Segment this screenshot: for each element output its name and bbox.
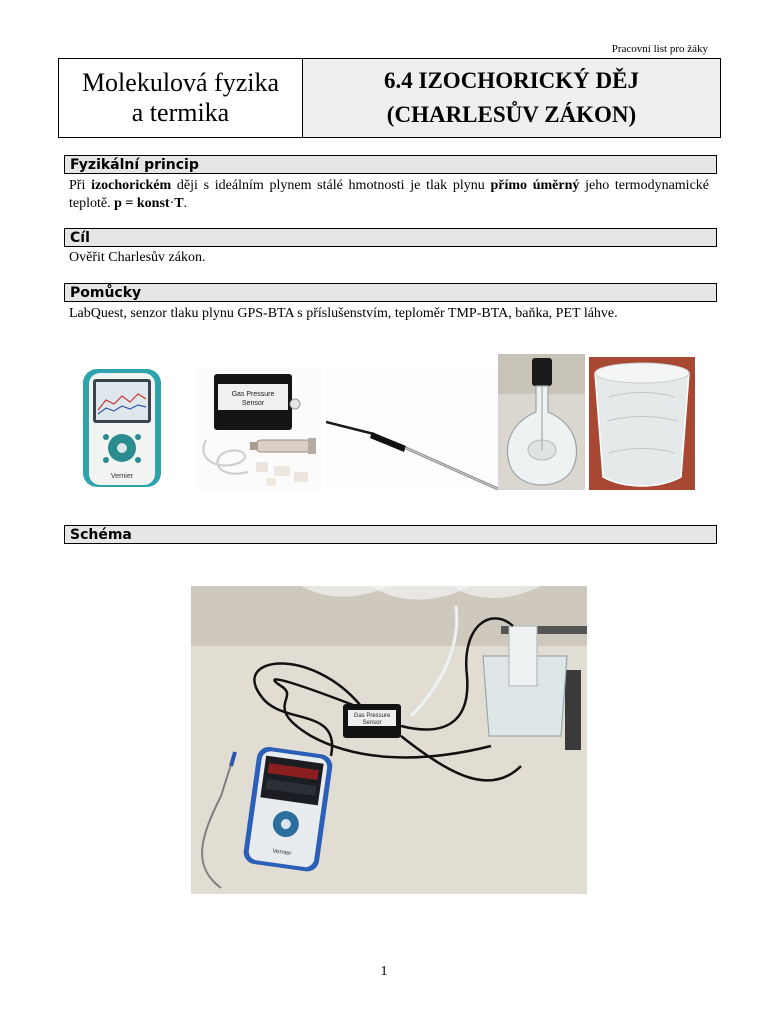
flask-illustration	[498, 354, 585, 490]
page-number: 1	[380, 964, 388, 979]
section-heading-equipment: Pomůcky	[64, 283, 717, 302]
setup-sensor-label-1: Gas Pressure	[353, 713, 391, 719]
goal-text: Ověřit Charlesův zákon.	[69, 250, 206, 265]
labquest-illustration	[80, 366, 166, 490]
formula-part-1: p = konst	[114, 196, 170, 211]
principle-text-end: .	[183, 196, 188, 211]
pet-bottle-illustration	[589, 357, 695, 490]
principle-text	[69, 177, 709, 213]
topic-line-1: 6.4 IZOCHORICKÝ DĚJ	[384, 68, 639, 93]
formula-part-2: T	[174, 196, 184, 211]
subject-line-1: Molekulová fyzika	[81, 68, 280, 97]
sensor-label-line-2: Sensor	[241, 400, 265, 407]
formula-dot: ·	[169, 196, 175, 211]
setup-labquest-brand: Vernier	[272, 848, 292, 858]
topic-cell	[303, 59, 720, 137]
title-table	[58, 58, 721, 138]
labquest-brand: Vernier	[110, 473, 134, 480]
section-heading-principle: Fyzikální princip	[64, 155, 717, 174]
labquest-photo	[80, 366, 166, 490]
sensor-label-line-1: Gas Pressure	[231, 391, 275, 398]
topic-line-2: (CHARLESŮV ZÁKON)	[386, 102, 637, 127]
experiment-setup-illustration	[191, 586, 587, 894]
principle-text-2: ději s ideálním plynem stálé hmotnosti je tlak plynu	[171, 178, 491, 193]
gas-pressure-sensor-photo	[196, 368, 322, 490]
header-note: Pracovní list pro žáky	[611, 43, 708, 55]
temperature-probe-illustration	[326, 366, 498, 490]
principle-text-1: Při	[69, 178, 92, 193]
gas-pressure-sensor-illustration	[196, 368, 322, 490]
equipment-text: LabQuest, senzor tlaku plynu GPS-BTA s příslušenstvím, teploměr TMP-BTA, baňka, PET láhve.	[69, 306, 618, 321]
experiment-setup-photo	[191, 586, 587, 894]
section-heading-goal: Cíl	[64, 228, 717, 247]
subject-cell	[59, 59, 303, 137]
principle-bold-2: přímo úměrný	[490, 178, 580, 193]
section-heading-schema: Schéma	[64, 525, 717, 544]
setup-sensor-label-2: Sensor	[362, 720, 382, 726]
temperature-probe-photo	[326, 366, 498, 490]
principle-text-3: jeho termodynamické teplotě.	[69, 178, 709, 211]
flask-photo	[498, 354, 585, 490]
subject-line-2: a termika	[131, 98, 230, 127]
pet-bottle-photo	[589, 357, 695, 490]
principle-bold-1: izochorickém	[91, 178, 172, 193]
